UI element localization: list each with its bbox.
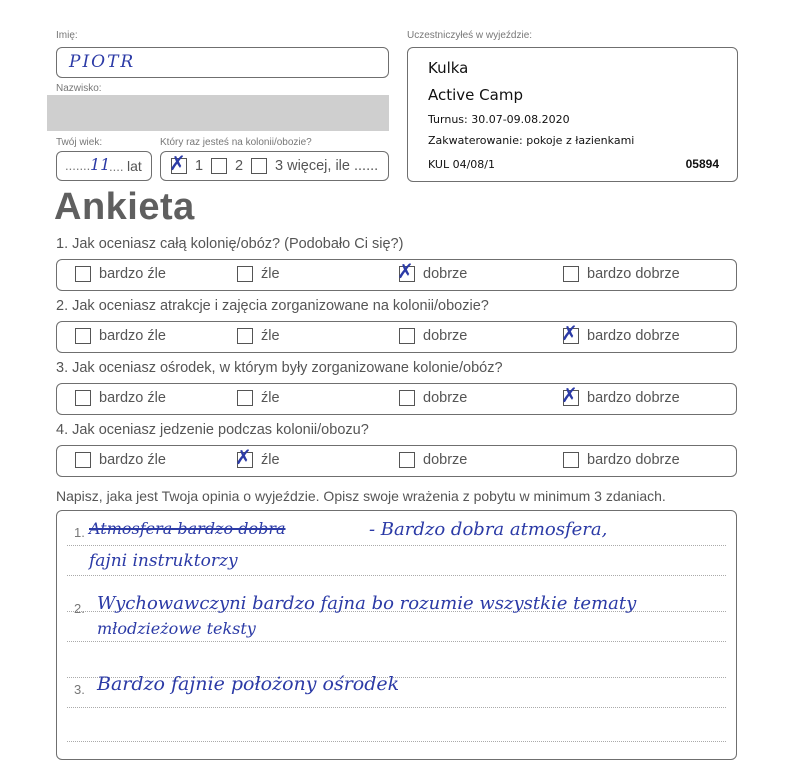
option-label: bardzo dobrze [587,328,680,344]
option-4[interactable] [561,383,680,407]
option-4[interactable] [563,452,680,468]
question-3-text: 3. Jak oceniasz ośrodek, w którym były zorganizowane kolonie/obóz? [56,360,503,376]
checkbox[interactable] [399,452,415,468]
opinion-line-1: - Bardzo dobra atmosfera, [369,519,608,540]
question-1-text: 1. Jak oceniasz całą kolonię/obóz? (Podobało Ci się?) [56,236,404,252]
option-label: bardzo źle [99,266,166,282]
camp-number: 05894 [685,157,719,171]
option-label: bardzo źle [99,328,166,344]
checkbox[interactable] [75,452,91,468]
option-label: źle [261,328,280,344]
wiek-suffix: lat [127,158,142,174]
wiek-value: 11 [90,155,111,174]
option-label: źle [261,266,280,282]
imie-value: PIOTR [69,52,136,72]
option-label: dobrze [423,452,468,468]
check-mark-icon: ✗ [169,151,186,175]
checkbox[interactable] [169,151,187,175]
checkbox[interactable] [237,328,253,344]
imie-field[interactable] [56,47,389,78]
opinion-prompt: Napisz, jaka jest Twoja opinia o wyjeździe. Opisz swoje wrażenia z pobytu w minimum 3 zdaniach. [56,488,666,504]
check-mark-icon: ✗ [561,321,578,345]
option-1[interactable] [75,328,166,344]
question-4-text: 4. Jak oceniasz jedzenie podczas kolonii/obozu? [56,422,369,438]
question-4-options [56,445,737,477]
option-label: bardzo źle [99,452,166,468]
option-1[interactable] [75,266,166,282]
checkbox[interactable] [235,445,253,469]
option-label: bardzo dobrze [587,390,680,406]
checkbox[interactable] [251,158,267,174]
option-3[interactable] [399,452,467,468]
option-label: 1 [195,158,204,174]
nazwisko-redacted [47,95,389,131]
option-3[interactable] [397,259,468,283]
checkbox[interactable] [237,390,253,406]
opinion-number-2: 2. [74,601,85,616]
option-label: dobrze [423,390,468,406]
option-label: dobrze [423,328,468,344]
wiek-label: Twój wiek: [56,137,103,148]
checkbox[interactable] [561,321,579,345]
ktory-raz-label: Który raz jesteś na kolonii/obozie? [160,137,312,148]
opinion-line-2: Wychowawczyni bardzo fajna bo rozumie wszystkie tematy [97,593,637,614]
opinion-line-3: Bardzo fajnie położony ośrodek [97,673,400,695]
option-4[interactable] [561,321,680,345]
ktory-raz-option-2[interactable] [211,158,243,174]
check-mark-icon: ✗ [561,383,578,407]
camp-name: Kulka [428,59,469,77]
wiek-field[interactable]: ....... 11 .... lat [56,151,152,181]
question-1-options [56,259,737,291]
option-label: źle [261,452,280,468]
opinion-number-3: 3. [74,682,85,697]
checkbox[interactable] [399,390,415,406]
option-2[interactable] [237,266,280,282]
imie-label: Imię: [56,30,78,41]
option-label: bardzo źle [99,390,166,406]
checkbox[interactable] [563,452,579,468]
ktory-raz-field [160,151,389,181]
page-title: Ankieta [54,186,195,228]
option-4[interactable] [563,266,680,282]
opinion-number-1: 1. [74,525,85,540]
opinion-line-1b: fajni instruktorzy [89,551,238,571]
ktory-raz-option-3[interactable] [251,158,378,174]
question-2-text: 2. Jak oceniasz atrakcje i zajęcia zorganizowane na kolonii/obozie? [56,298,489,314]
opinion-line-1-struck: Atmosfera bardzo dobra [89,519,286,538]
option-1[interactable] [75,390,166,406]
checkbox[interactable] [397,259,415,283]
checkbox[interactable] [399,328,415,344]
checkbox[interactable] [75,390,91,406]
question-3-options [56,383,737,415]
option-label: 2 [235,158,244,174]
camp-info-box [407,47,738,182]
option-2[interactable] [237,390,280,406]
option-3[interactable] [399,390,467,406]
nazwisko-label: Nazwisko: [56,83,102,94]
question-2-options [56,321,737,353]
camp-program: Active Camp [428,86,523,104]
option-label: źle [261,390,280,406]
option-label: bardzo dobrze [587,266,680,282]
checkbox[interactable] [563,266,579,282]
checkbox[interactable] [237,266,253,282]
checkbox[interactable] [211,158,227,174]
option-2[interactable] [237,328,280,344]
option-1[interactable] [75,452,166,468]
camp-turnus: Turnus: 30.07-09.08.2020 [428,113,570,126]
opinion-line-2b: młodzieżowe teksty [97,619,256,638]
option-3[interactable] [399,328,467,344]
camp-zakwaterowanie: Zakwaterowanie: pokoje z łazienkami [428,134,635,147]
check-mark-icon: ✗ [397,259,414,283]
uczestnik-label: Uczestniczyłeś w wyjeździe: [407,30,533,41]
checkbox[interactable] [75,328,91,344]
checkbox[interactable] [75,266,91,282]
checkbox[interactable] [561,383,579,407]
option-2[interactable] [235,445,280,469]
camp-code: KUL 04/08/1 [428,158,495,171]
ktory-raz-option-1[interactable] [169,151,204,175]
check-mark-icon: ✗ [235,445,252,469]
option-label: dobrze [423,266,468,282]
opinion-field[interactable] [56,510,737,760]
option-label: bardzo dobrze [587,452,680,468]
option-label: 3 więcej, ile ...... [275,158,379,174]
